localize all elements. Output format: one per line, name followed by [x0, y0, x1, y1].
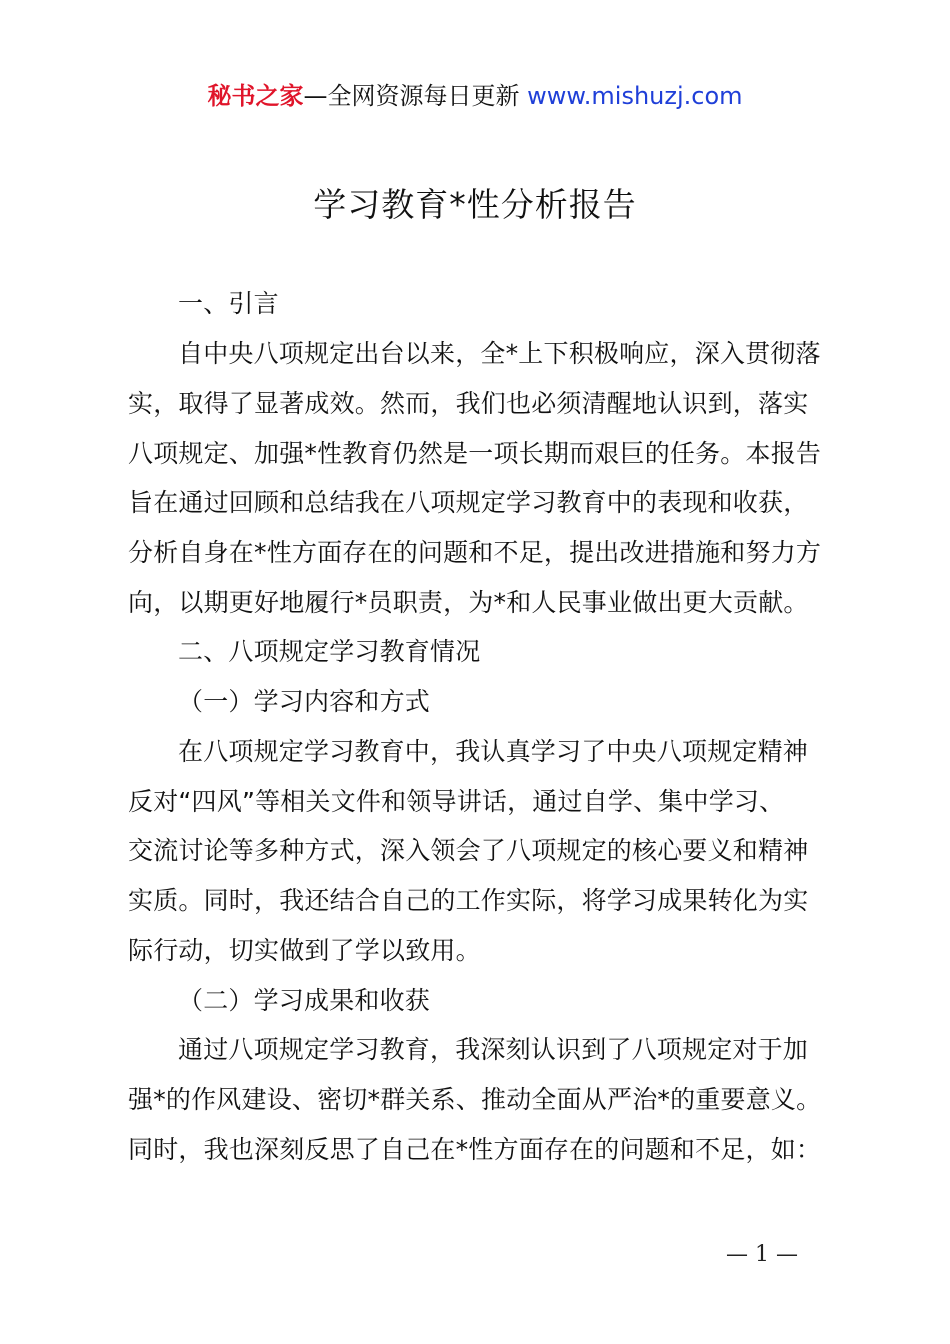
- paragraph-line: 反对“四风”等相关文件和领导讲话，通过自学、集中学习、: [128, 787, 785, 816]
- paragraph-line: 自中央八项规定出台以来，全*上下积极响应，深入贯彻落: [178, 339, 821, 368]
- section-heading-intro: 一、引言: [178, 289, 279, 318]
- subsection-heading-content: （一）学习内容和方式: [178, 687, 431, 716]
- paragraph-line: 旨在通过回顾和总结我在八项规定学习教育中的表现和收获，: [128, 488, 809, 517]
- document-title: 学习教育*性分析报告: [313, 185, 637, 224]
- site-header: [0, 80, 950, 112]
- paragraph-line: 八项规定、加强*性教育仍然是一项长期而艰巨的任务。本报告: [128, 439, 822, 468]
- page-number: — 1 —: [726, 1242, 798, 1267]
- paragraph-line: 交流讨论等多种方式，深入领会了八项规定的核心要义和精神: [128, 836, 809, 865]
- paragraph-line: 际行动，切实做到了学以致用。: [128, 936, 481, 965]
- paragraph-line: 实质。同时，我还结合自己的工作实际，将学习成果转化为实: [128, 886, 809, 915]
- paragraph-line: 同时，我也深刻反思了自己在*性方面存在的问题和不足，如：: [128, 1135, 822, 1164]
- subsection-heading-results: （二）学习成果和收获: [178, 986, 431, 1015]
- brand-name: 秘书之家: [207, 82, 304, 110]
- paragraph-line: 分析自身在*性方面存在的问题和不足，提出改进措施和努力方: [128, 538, 822, 567]
- paragraph-line: 向，以期更好地履行*员职责，为*和人民事业做出更大贡献。: [128, 588, 809, 617]
- paragraph-line: 强*的作风建设、密切*群关系、推动全面从严治*的重要意义。: [128, 1085, 822, 1114]
- site-slogan: —全网资源每日更新: [303, 82, 520, 110]
- paragraph-line: 在八项规定学习教育中，我认真学习了中央八项规定精神: [178, 737, 809, 766]
- paragraph-line: 实，取得了显著成效。然而，我们也必须清醒地认识到，落实: [128, 389, 809, 418]
- section-heading-study: 二、八项规定学习教育情况: [178, 637, 481, 666]
- paragraph-line: 通过八项规定学习教育，我深刻认识到了八项规定对于加: [178, 1035, 809, 1064]
- site-url[interactable]: www.mishuzj.com: [527, 82, 743, 110]
